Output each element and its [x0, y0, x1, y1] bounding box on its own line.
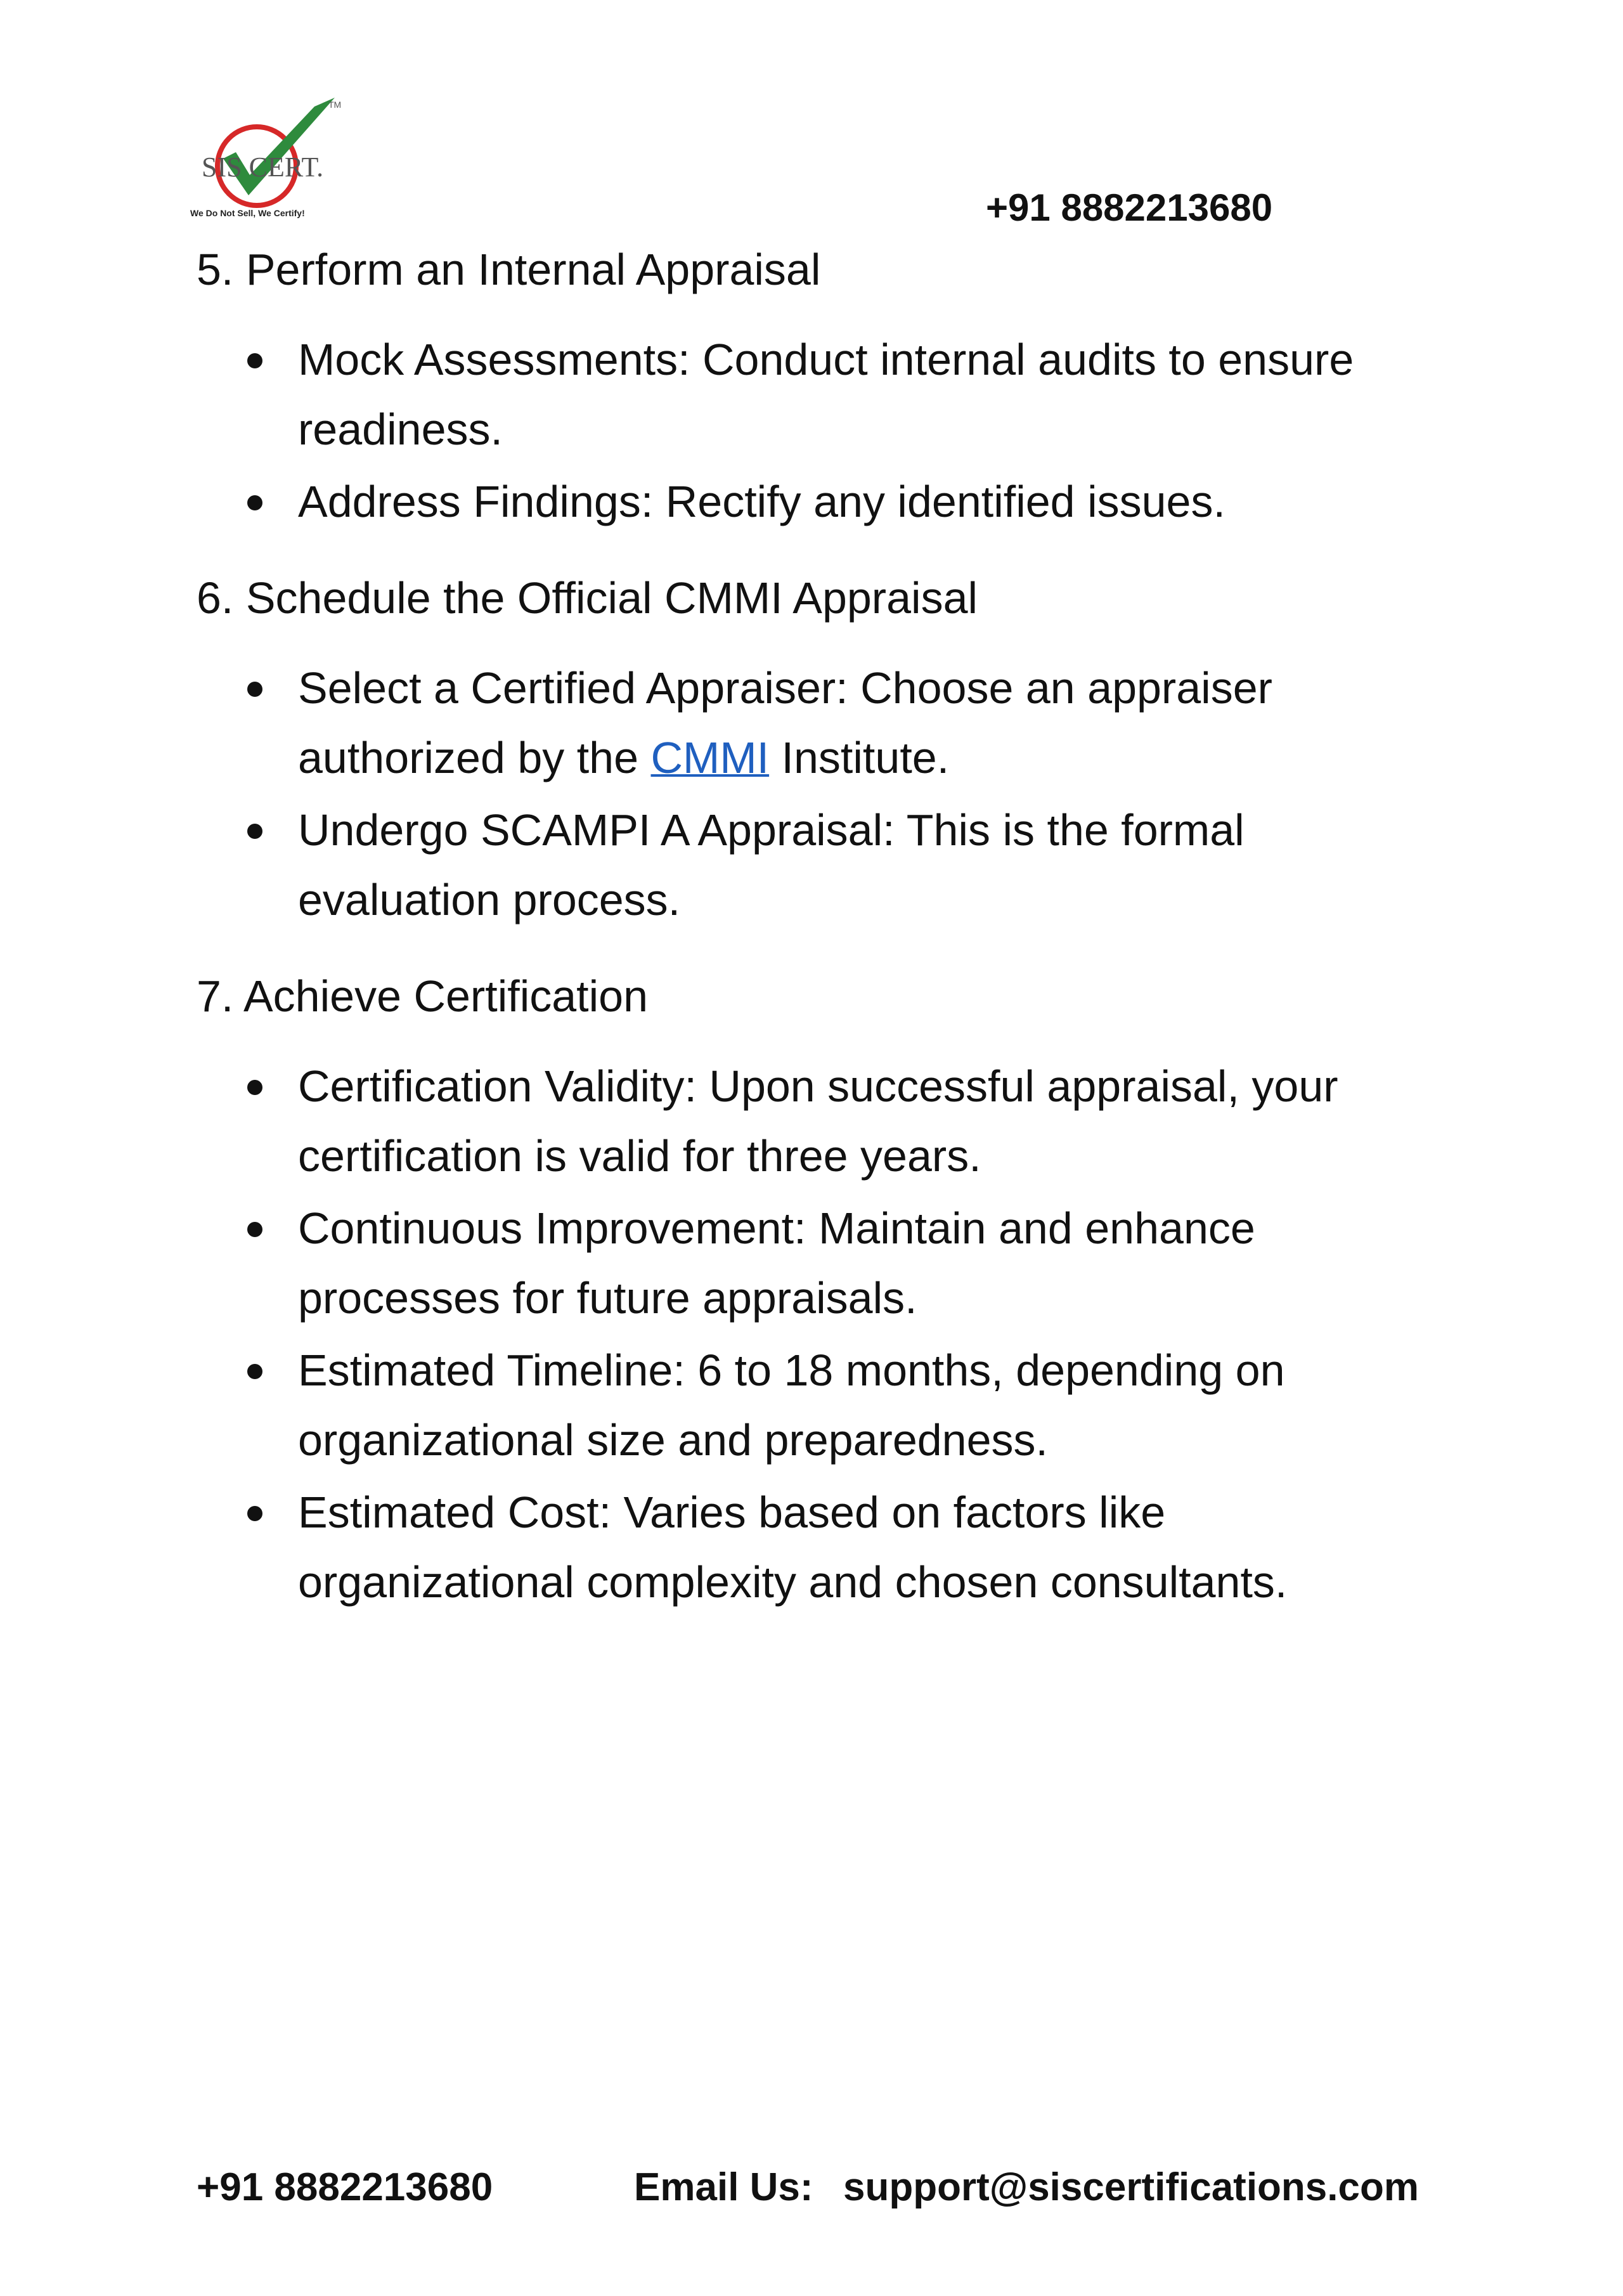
bullet-icon [247, 682, 262, 697]
list-item-text-before: Select a Certified Appraiser: Choose an appraiser authorized by the [298, 663, 1272, 782]
list-item-text: Continuous Improvement: Maintain and enhance processes for future appraisals. [298, 1203, 1255, 1323]
section-official-appraisal [197, 569, 1439, 935]
header-phone: +91 8882213680 [986, 186, 1273, 229]
list-item [197, 795, 1439, 935]
list-item [197, 467, 1439, 536]
bullet-list [197, 653, 1439, 935]
list-item [197, 1193, 1439, 1333]
footer-email-label: Email Us: [634, 2165, 813, 2209]
logo-text: SIS CERT. [202, 152, 324, 183]
bullet-icon [247, 1364, 262, 1379]
list-item [197, 1335, 1439, 1475]
logo-tagline: We Do Not Sell, We Certify! [190, 208, 305, 218]
list-item-text: Address Findings: Rectify any identified issues. [298, 477, 1225, 526]
footer-phone: +91 8882213680 [197, 2165, 493, 2209]
section-certification [197, 968, 1439, 1617]
list-item [197, 653, 1439, 793]
bullet-icon [247, 1080, 262, 1095]
list-item-text: Estimated Timeline: 6 to 18 months, depending on organizational size and preparedness. [298, 1346, 1285, 1465]
section-title: 7. Achieve Certification [197, 971, 649, 1021]
cmmi-link[interactable]: CMMI [650, 733, 770, 782]
bullet-list [197, 1051, 1439, 1617]
bullet-icon [247, 495, 262, 510]
list-item-text: Certification Validity: Upon successful appraisal, your certification is valid for three years. [298, 1061, 1338, 1181]
list-item [197, 1051, 1439, 1191]
logo-graphic [190, 89, 355, 209]
footer-email[interactable]: support@siscertifications.com [843, 2165, 1419, 2209]
list-item-text-after: Institute. [769, 733, 950, 782]
list-item-text: Mock Assessments: Conduct internal audits to ensure readiness. [298, 335, 1354, 454]
bullet-icon [247, 1506, 262, 1521]
list-item-text: Estimated Cost: Varies based on factors like organizational complexity and chosen consultants. [298, 1488, 1288, 1607]
section-title: 5. Perform an Internal Appraisal [197, 245, 821, 294]
list-item [197, 325, 1439, 464]
section-title: 6. Schedule the Official CMMI Appraisal [197, 573, 978, 623]
bullet-icon [247, 824, 262, 839]
company-logo [190, 89, 355, 235]
bullet-icon [247, 353, 262, 368]
bullet-list [197, 325, 1439, 536]
bullet-icon [247, 1222, 262, 1237]
logo-trademark: TM [328, 100, 342, 110]
document-body [197, 241, 1439, 1650]
list-item [197, 1477, 1439, 1617]
list-item-text: Undergo SCAMPI A Appraisal: This is the formal evaluation process. [298, 805, 1245, 924]
section-internal-appraisal [197, 241, 1439, 536]
